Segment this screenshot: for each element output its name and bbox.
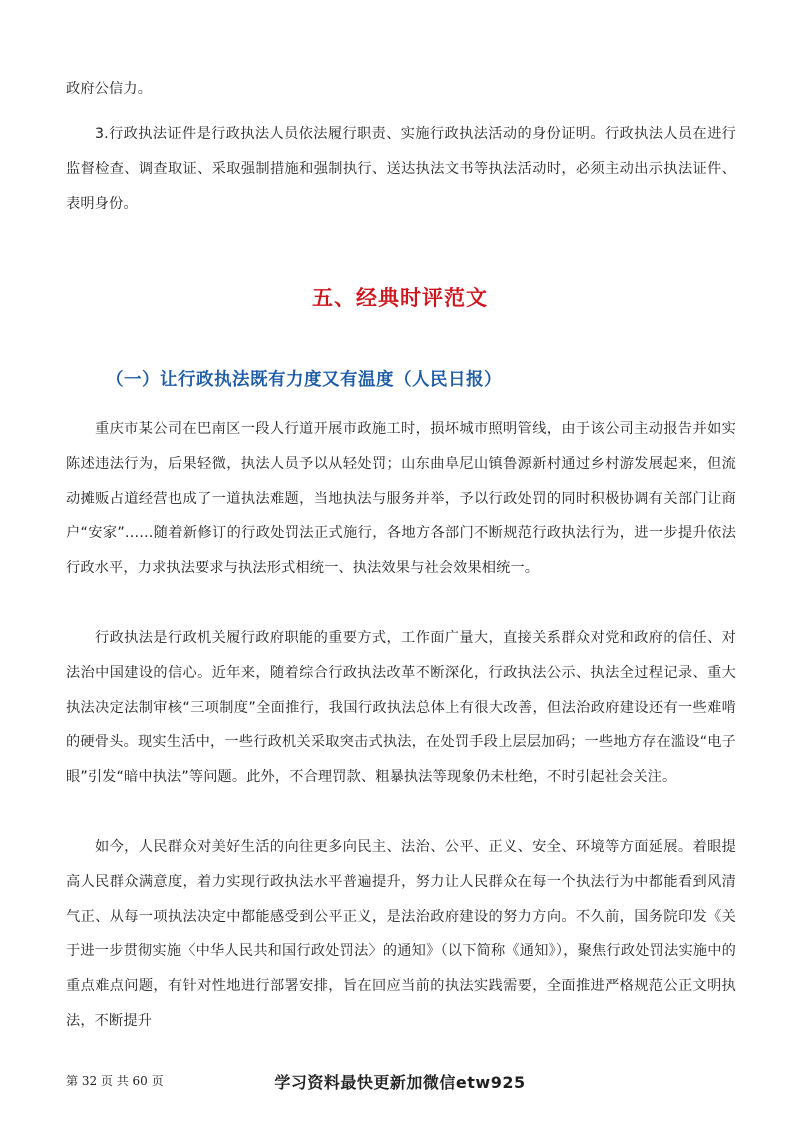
article-paragraph-1: 重庆市某公司在巴南区一段人行道开展市政施工时，损坏城市照明管线，由于该公司主动报告并如实陈述违法行为，后果轻微，执法人员予以从轻处罚；山东曲阜尼山镇鲁源新村通过乡村游发展起来，但流动摊贩占道经营也成了一道执法难题，当地执法与服务并举，予以行政处罚的同时积极协调有关部门让商户“安家”……随着新修订的行政处罚法正式施行，各地方各部门不断规范行政执法行为，进一步提升依法行政水平，力求执法要求与执法形式相统一、执法效果与社会效果相统一。 bbox=[66, 421, 736, 577]
section-title: 五、经典时评范文 bbox=[312, 286, 488, 310]
paragraph-item-3: 3.行政执法证件是行政执法人员依法履行职责、实施行政执法活动的身份证明。行政执法人员在进行监督检查、调查取证、采取强制措施和强制执行、送达执法文书等执法活动时，必须主动出示执法证件、表明身份。 bbox=[66, 126, 736, 212]
article-subtitle: （一）让行政执法既有力度又有温度（人民日报） bbox=[106, 370, 502, 390]
paragraph-continuation: 政府公信力。 bbox=[66, 81, 153, 97]
article-paragraph-2: 行政执法是行政机关履行政府职能的重要方式，工作面广量大，直接关系群众对党和政府的信任、对法治中国建设的信心。近年来，随着综合行政执法改革不断深化，行政执法公示、执法全过程记录、重大执法决定法制审核“三项制度”全面推行，我国行政执法总体上有很大改善，但法治政府建设还有一些难啃的硬骨头。现实生活中，一些行政机关采取突击式执法，在处罚手段上层层加码；一些地方存在滥设“电子眼”引发“暗中执法”等问题。此外，不合理罚款、粗暴执法等现象仍未杜绝，不时引起社会关注。 bbox=[66, 630, 736, 786]
article-paragraph-3: 如今，人民群众对美好生活的向往更多向民主、法治、公平、正义、安全、环境等方面延展。着眼提高人民群众满意度，着力实现行政执法水平普遍提升，努力让人民群众在每一个执法行为中都能看到风清气正、从每一项执法决定中都能感受到公平正义，是法治政府建设的努力方向。不久前，国务院印发《关于进一步贯彻实施〈中华人民共和国行政处罚法〉的通知》（以下简称《通知》），聚焦行政处罚法实施中的重点难点问题，有针对性地进行部署安排，旨在回应当前的执法实践需要，全面推进严格规范公正文明执法，不断提升 bbox=[66, 839, 736, 1029]
page-number: 第 32 页 共 60 页 bbox=[66, 1074, 164, 1088]
footer-note: 学习资料最快更新加微信etw925 bbox=[274, 1073, 526, 1092]
